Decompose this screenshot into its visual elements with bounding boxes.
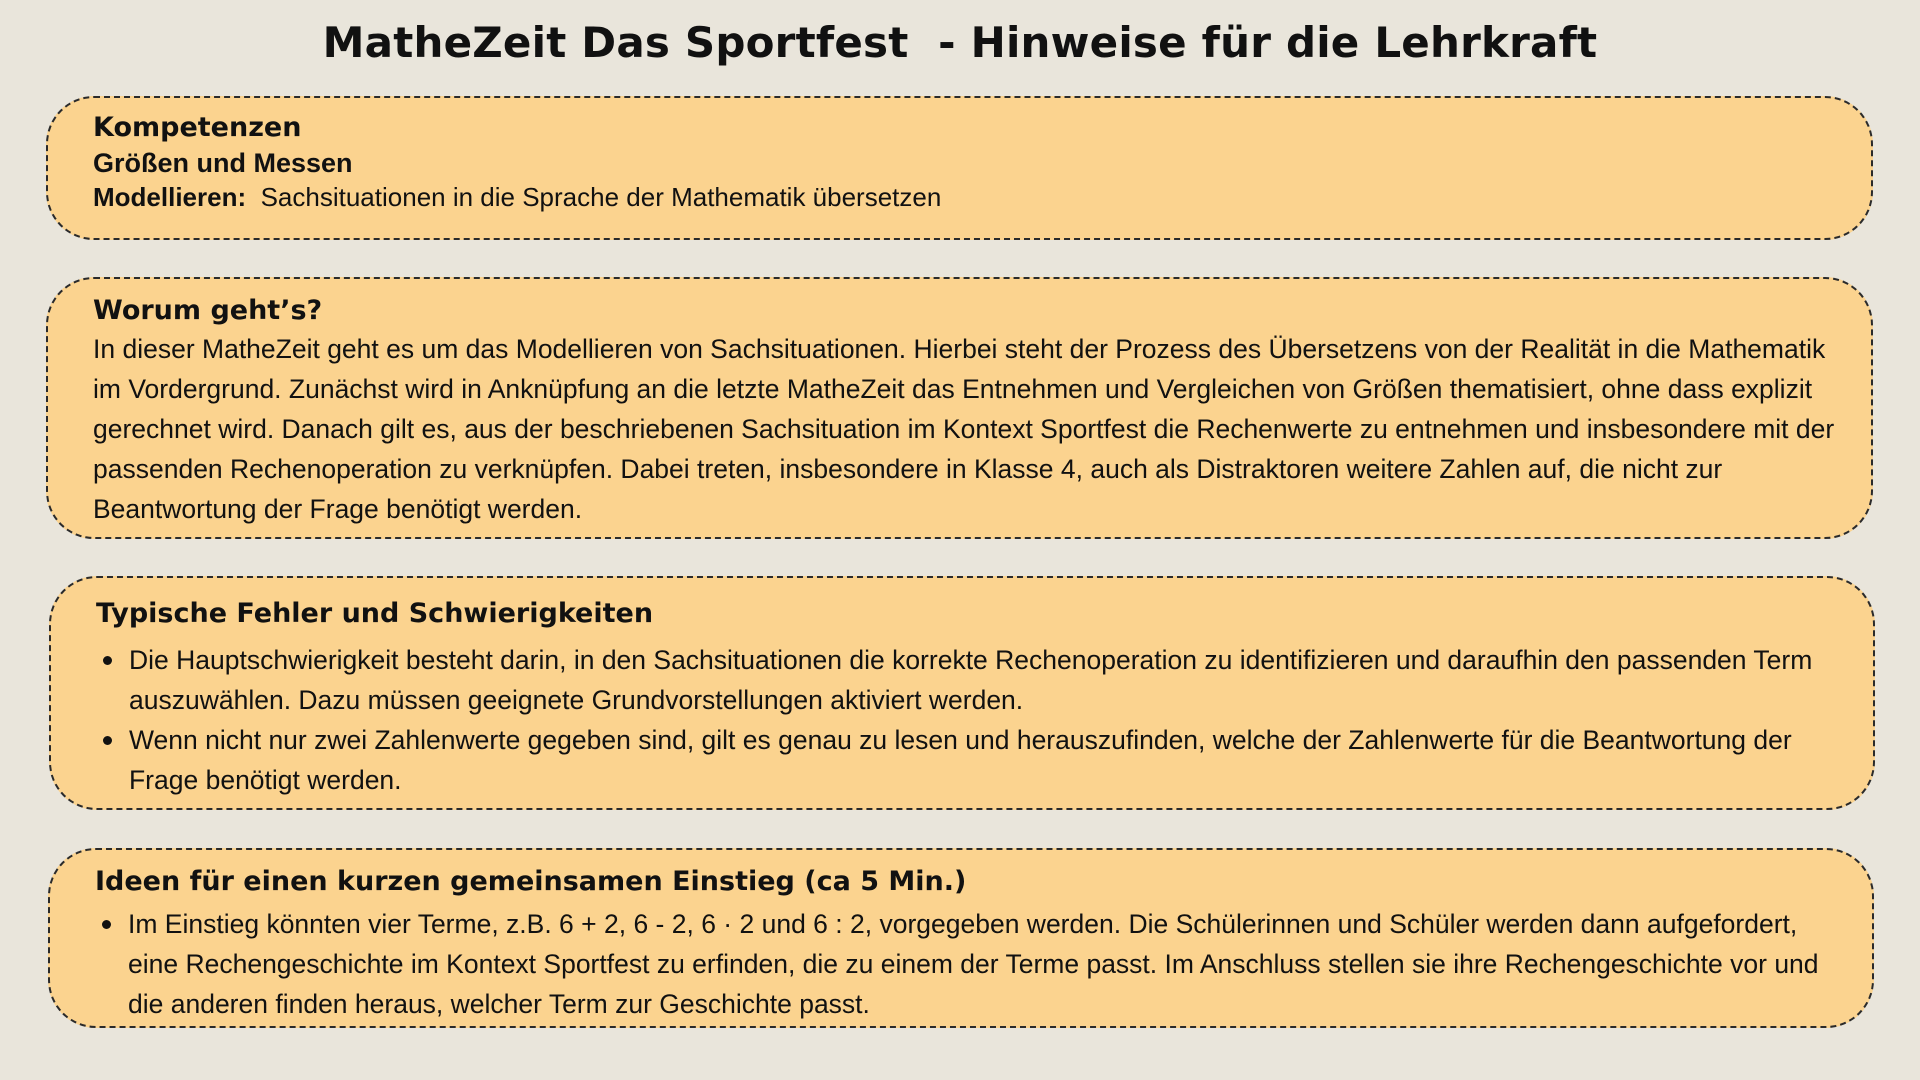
einstieg-list: [95, 904, 1872, 1024]
worum-heading: Worum geht’s?: [93, 295, 323, 326]
einstieg-box: [48, 848, 1874, 1028]
worum-text: In dieser MatheZeit geht es um das Modellieren von Sachsituationen. Hierbei steht der Prozess des Übersetzens von der Realität in die Mathematik im Vordergrund. Zunächst wird in Anknüpfung an die letzte MatheZeit das Entnehmen und Vergleichen von Größen thematisiert, ohne dass explizit gerechnet wird. Danach gilt es, aus der beschriebenen Sachsituation im Kontext Sportfest die Rechenwerte zu entnehmen und insbesondere mit der passenden Rechenoperation zu verknüpfen. Dabei treten, insbesondere in Klasse 4, auch als Distraktoren weitere Zahlen auf, die nicht zur Beantwortung der Frage benötigt werden.: [93, 334, 1835, 524]
kompetenzen-heading: Kompetenzen: [93, 112, 302, 143]
worum-box: [46, 277, 1873, 539]
list-item: Die Hauptschwierigkeit besteht darin, in den Sachsituationen die korrekte Rechenoperation zu identifizieren und daraufhin den passenden Term auszuwählen. Dazu müssen geeignete Grundvorstellungen aktiviert werden.: [96, 640, 1849, 720]
einstieg-heading: Ideen für einen kurzen gemeinsamen Einstieg (ca 5 Min.): [95, 866, 967, 897]
fehler-heading: Typische Fehler und Schwierigkeiten: [96, 598, 654, 629]
page-title: MatheZeit Das Sportfest - Hinweise für die Lehrkraft: [322, 18, 1598, 67]
fehler-box: [49, 576, 1875, 810]
kompetenzen-box: [46, 96, 1873, 240]
kompetenz-groessen-messen: Größen und Messen: [93, 148, 353, 178]
list-item: Im Einstieg könnten vier Terme, z.B. 6 + 2, 6 - 2, 6 · 2 und 6 : 2, vorgegeben werden. Die Schülerinnen und Schüler werden dann aufgefordert, eine Rechengeschichte im Kontext Sportfest zu erfinden, die zu einem der Terme passt. Im Anschluss stellen sie ihre Rechengeschichte vor und die anderen finden heraus, welcher Term zur Geschichte passt.: [95, 904, 1848, 1024]
list-item: Wenn nicht nur zwei Zahlenwerte gegeben sind, gilt es genau zu lesen und herauszufinden, welche der Zahlenwerte für die Beantwortung der Frage benötigt werden.: [96, 720, 1849, 800]
modellieren-label: Modellieren:: [93, 182, 247, 212]
kompetenz-modellieren: [93, 180, 1871, 214]
fehler-list: [96, 640, 1873, 800]
modellieren-text: Sachsituationen in die Sprache der Mathematik übersetzen: [246, 182, 942, 212]
